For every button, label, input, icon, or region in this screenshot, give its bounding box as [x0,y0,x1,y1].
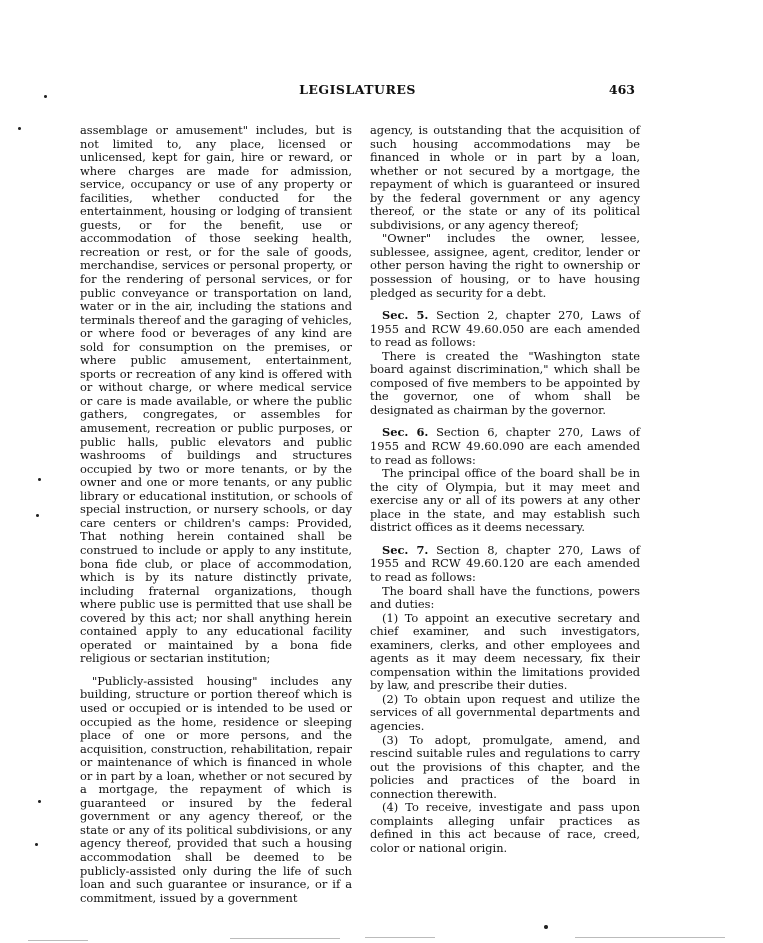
section-7-heading [370,544,640,585]
section-5-body: There is created the "Washington state board against discrimination," which shall be composed of five members to be appointed by the governor, one of whom shall be designated as chairman by the governor. [370,348,640,417]
paragraph-publicly-assisted-housing: "Publicly-assisted housing" includes any building, structure or portion thereof which is used or occupied or is intended to be used or occupied as the home, residence or sleeping place of one or more persons, and the acquisition, construction, rehabilitation, repair or maintenance of which is financed in whole or in part by a loan, whether or not secured by a mortgage, the repayment of which is guaranteed or insured by the federal government or any agency thereof, or the state or any of its political subdivisions, or any agency thereof, provided that such a housing accommodation shall be deemed to be publicly-assisted only during the life of such loan and such guarantee or insurance, or if a commitment, issued by a government [80,673,352,905]
section-7-item-4: (4) To receive, investigate and pass upon complaints alleging unfair practices as defined in this act because of race, creed, color or national origin. [370,800,640,855]
section-7-item-2: (2) To obtain upon request and utilize the services of all governmental departments and agencies. [370,691,640,733]
scan-speck [38,478,41,481]
section-7-body: The board shall have the functions, powers and duties: [370,583,640,612]
section-6-body: The principal office of the board shall be in the city of Olympia, but it may meet and exercise any or all of its powers at any other place in the state, and may establish such district offices as it deems necessary. [370,466,640,535]
left-column [80,124,352,905]
section-6-heading [370,426,640,467]
section-7-intro: Section 8, chapter 270, Laws of 1955 and RCW 49.60.120 are each amended to read as follows: [370,542,640,584]
scan-speck [36,514,39,517]
scan-speck [35,843,38,846]
paragraph-agency-continuation: agency, is outstanding that the acquisition of such housing accommodations may be financed in whole or in part by a loan, whether or not secured by a mortgage, the repayment of which is guaranteed or insured by the federal government or any agency thereof, or the state or any of its political subdivisions, or any agency thereof; [370,123,640,232]
section-6-intro: Section 6, chapter 270, Laws of 1955 and RCW 49.60.090 are each amended to read as follows: [370,425,640,467]
scan-speck [38,800,41,803]
scan-edge-line [28,940,88,941]
paragraph-place-of-public-accommodation: assemblage or amusement" includes, but is not limited to, any place, licensed or unlicensed, kept for gain, hire or reward, or where charges are made for admission, service, occupancy or use of any property or facilities, whether conducted for the entertainment, housing or lodging of transient guests, or for the benefit, use or accommodation of those seeking health, recreation or rest, or for the sale of goods, merchandise, services or personal property, or for the rendering of personal services, or for public conveyance or transportation on land, water or in the air, including the stations and terminals thereof and the garaging of vehicles, or where food or beverages of any kind are sold for consumption on the premises, or where public amusement, entertainment, sports or recreation of any kind is offered with or without charge, or where medical service or care is made available, or where the public gathers, congregates, or assembles for amusement, recreation or public purposes, or public halls, public elevators and public washrooms of buildings and structures occupied by two or more tenants, or by the owner and one or more tenants, or any public library or educational institution, or schools of special instruction, or nursery schools, or day care centers or children's camps: Provided, That nothing herein contained shall be construed to include or apply to any institute, bona fide club, or place of accommodation, which is by its nature distinctly private, including fraternal organizations, though where public use is permitted that use shall be covered by this act; nor shall anything herein contained apply to any educational facility operated or maintained by a bona fide religious or sectarian institution; [80,123,352,666]
running-header [80,82,635,100]
scan-speck [18,127,21,130]
section-7-item-3: (3) To adopt, promulgate, amend, and rescind suitable rules and regulations to carry out the provisions of this chapter, and the policies and practices of the board in connection therewith. [370,732,640,801]
section-5-label: Sec. 5. [382,308,429,323]
scan-edge-line [230,938,340,939]
section-6-label: Sec. 6. [382,425,429,440]
section-7-item-1: (1) To appoint an executive secretary and chief examiner, and such investigators, examiners, clerks, and other employees and agents as it may deem necessary, fix their compensation within the limitations provided by law, and prescribe their duties. [370,610,640,693]
section-5-intro: Section 2, chapter 270, Laws of 1955 and RCW 49.60.050 are each amended to read as follows: [370,308,640,350]
section-7-label: Sec. 7. [382,542,429,557]
scan-speck [544,925,548,929]
section-5-heading [370,309,640,350]
right-column [370,124,640,855]
scan-edge-line [365,937,435,938]
paragraph-owner-definition: "Owner" includes the owner, lessee, sublessee, assignee, agent, creditor, lender or other person having the right to ownership or possession of housing, or to have housing pledged as security for a debt. [370,231,640,300]
running-title: LEGISLATURES [299,82,416,97]
scan-speck [44,95,47,98]
page-number: 463 [608,82,635,97]
scan-edge-line [575,937,725,938]
